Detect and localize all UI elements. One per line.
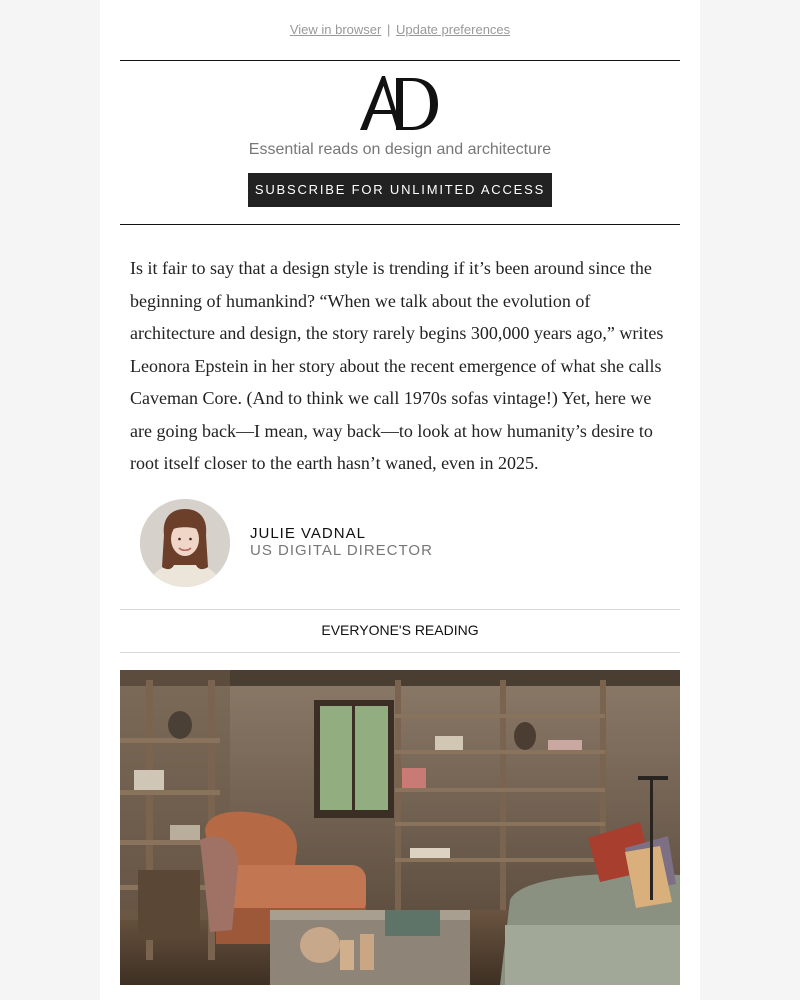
author-name: JULIE VADNAL <box>250 525 366 542</box>
intro-paragraph: Is it fair to say that a design style is trending if it’s been around since the beginning of humankind? “When we talk about the evolution of architecture and design, the story rarely begins 300,000 years ago,” writes Leonora Epstein in her story about the recent emergence of what she calls Caveman Core. (And to think we call 1970s sofas vintage!) Yet, here we are going back—I mean, way back—to look at how humanity’s desire to root itself closer to the earth hasn’t waned, even in 2025. <box>130 258 664 473</box>
header-top-divider <box>120 60 680 61</box>
top-links <box>100 22 700 37</box>
ad-logo[interactable] <box>100 70 700 137</box>
email-body <box>100 0 700 1000</box>
tagline: Essential reads on design and architecture <box>248 141 552 158</box>
featured-article-image[interactable] <box>120 670 680 985</box>
link-separator: | <box>386 22 391 37</box>
view-in-browser-link[interactable]: View in browser <box>289 22 382 37</box>
ad-logo-mark <box>358 70 442 132</box>
author-title: US DIGITAL DIRECTOR <box>250 542 433 559</box>
subscribe-button[interactable]: SUBSCRIBE FOR UNLIMITED ACCESS <box>248 173 552 207</box>
header-bottom-divider <box>120 224 680 225</box>
section-heading: EVERYONE'S READING <box>321 622 479 638</box>
section-bottom-divider <box>120 652 680 653</box>
living-room-photo <box>120 670 680 985</box>
update-preferences-link[interactable]: Update preferences <box>395 22 511 37</box>
author-portrait-image <box>140 499 230 587</box>
section-top-divider <box>120 609 680 610</box>
author-avatar <box>140 499 230 587</box>
